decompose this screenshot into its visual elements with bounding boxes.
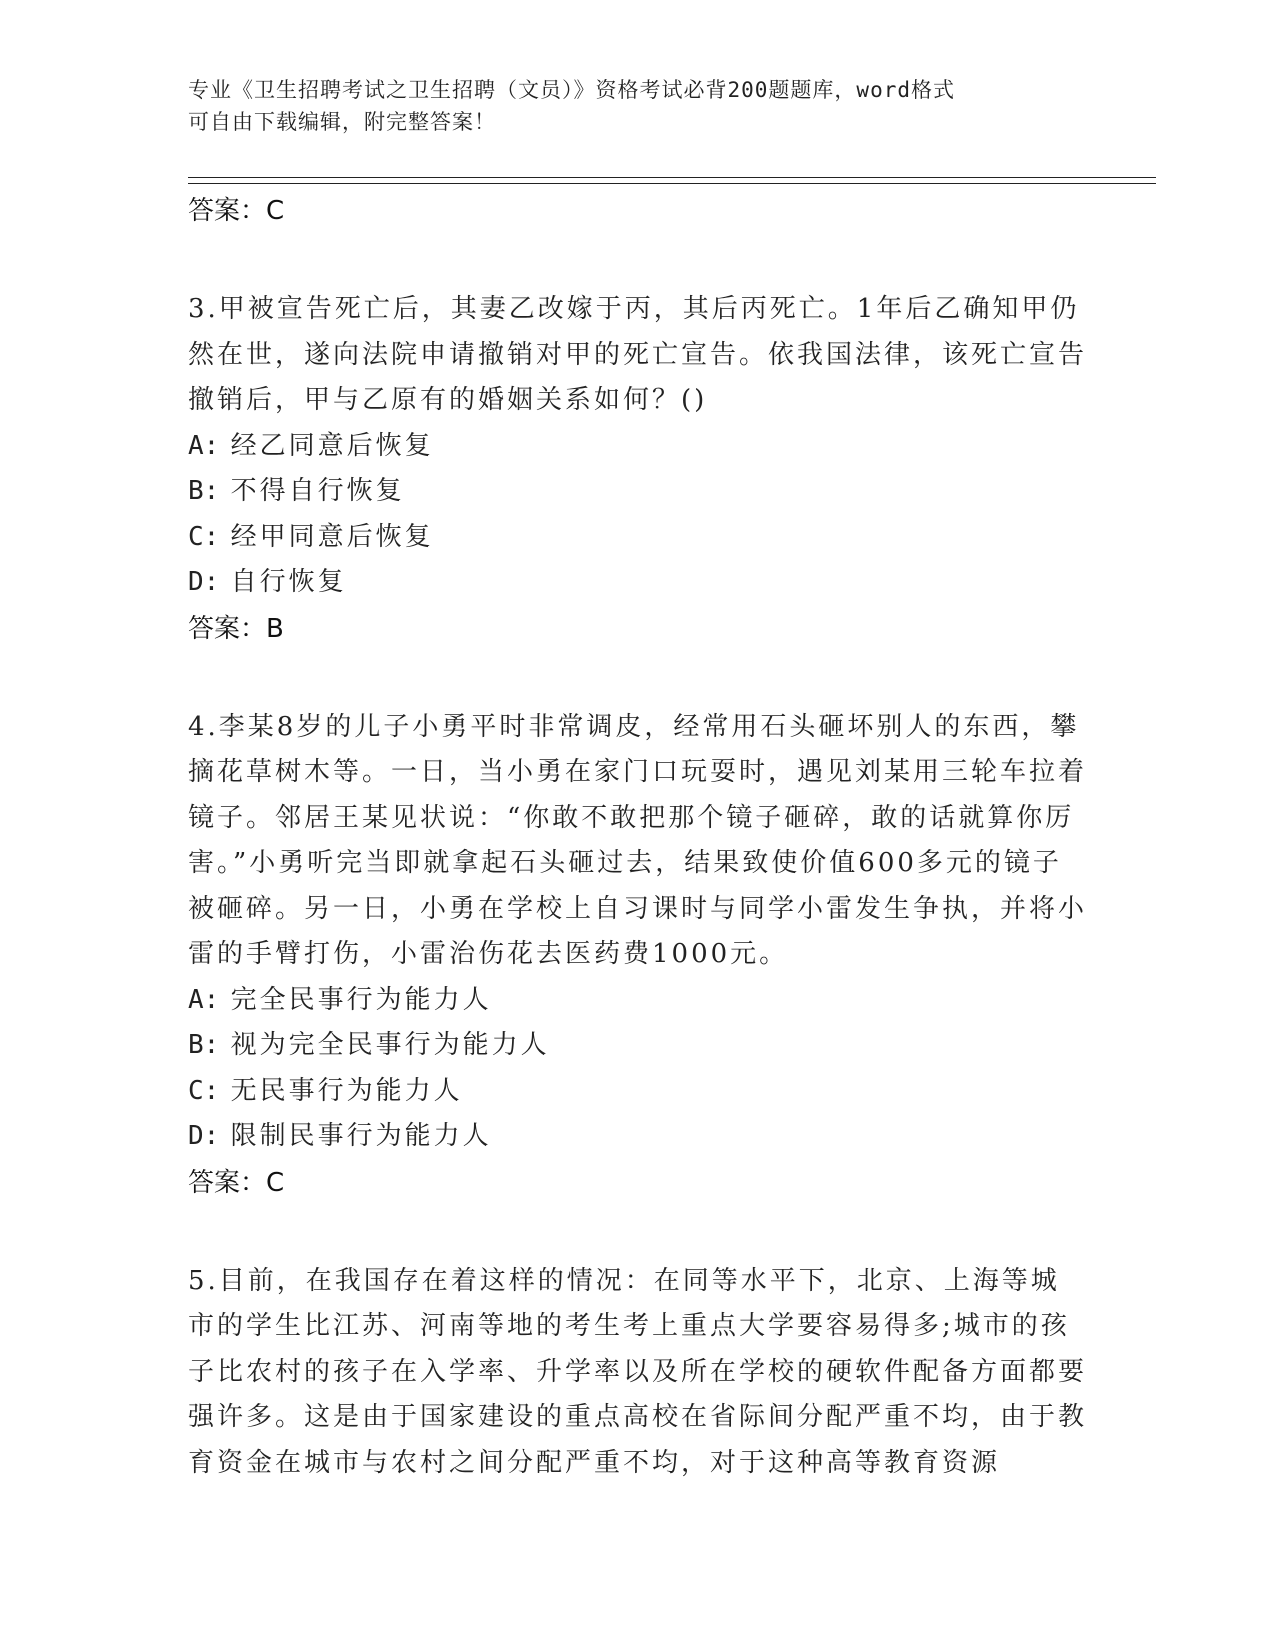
option-letter: C: <box>188 521 220 552</box>
spacer <box>188 1206 1088 1259</box>
question-stem: 4.李某8岁的儿子小勇平时非常调皮，经常用石头砸坏别人的东西，攀摘花草树木等。一日，当小勇在家门口玩耍时，遇见刘某用三轮车拉着镜子。邻居王某见状说：“你敢不敢把那个镜子砸碎，敢的话就算你厉害。”小勇听完当即就拿起石头砸过去，结果致使价值600多元的镜子被砸碎。另一日，小勇在学校上自习课时与同学小雷发生争执，并将小雷的手臂打伤，小雷治伤花去医药费1000元。 <box>188 711 1088 969</box>
option-text: 自行恢复 <box>230 567 347 597</box>
answer-prefix: 答案： <box>188 613 267 644</box>
spacer <box>188 652 1088 705</box>
option-text: 限制民事行为能力人 <box>230 1121 492 1151</box>
answer-line <box>188 606 1088 652</box>
document-body <box>188 188 1088 1486</box>
option-text: 无民事行为能力人 <box>230 1075 463 1106</box>
option-d <box>188 560 1088 606</box>
answer-prefix: 答案： <box>188 1167 267 1198</box>
header-rule-bottom <box>188 183 1156 184</box>
option-letter: A: <box>188 984 220 1015</box>
option-text: 视为完全民事行为能力人 <box>230 1030 550 1060</box>
option-text: 完全民事行为能力人 <box>230 984 492 1015</box>
option-text: 经乙同意后恢复 <box>230 430 434 461</box>
option-b <box>188 1023 1088 1069</box>
answer-line <box>188 1160 1088 1206</box>
header-rule-top <box>188 177 1156 178</box>
option-letter: C: <box>188 1075 220 1106</box>
spacer <box>188 234 1088 287</box>
header-line-1: 专业《卫生招聘考试之卫生招聘（文员）》资格考试必背200题题库，word格式 <box>188 78 955 102</box>
option-letter: A: <box>188 430 220 461</box>
option-letter: B: <box>188 1030 220 1060</box>
question-stem: 3.甲被宣告死亡后，其妻乙改嫁于丙，其后丙死亡。1年后乙确知甲仍然在世，遂向法院申请撤销对甲的死亡宣告。依我国法律，该死亡宣告撤销后，甲与乙原有的婚姻关系如何？() <box>188 294 1088 415</box>
option-a <box>188 424 1088 470</box>
question-stem: 5.目前，在我国存在着这样的情况：在同等水平下，北京、上海等城市的学生比江苏、河南等地的考生考上重点大学要容易得多;城市的孩子比农村的孩子在入学率、升学率以及所在学校的硬软件配备方面都要强许多。这是由于国家建设的重点高校在省际间分配严重不均，由于教育资金在城市与农村之间分配严重不均，对于这种高等教育资源 <box>188 1265 1088 1478</box>
option-a <box>188 978 1088 1024</box>
answer-value: C <box>266 196 285 226</box>
answer-value: C <box>266 1167 285 1198</box>
option-d <box>188 1114 1088 1160</box>
answer-prefix: 答案： <box>188 196 267 226</box>
option-c <box>188 1069 1088 1115</box>
question-5 <box>188 1259 1088 1487</box>
document-header <box>188 74 1088 138</box>
option-letter: B: <box>188 476 220 506</box>
option-text: 经甲同意后恢复 <box>230 521 434 552</box>
answer-line <box>188 188 1088 234</box>
option-c <box>188 515 1088 561</box>
option-b <box>188 469 1088 515</box>
header-line-2: 可自由下载编辑，附完整答案！ <box>188 110 496 134</box>
option-letter: D: <box>188 567 220 597</box>
option-letter: D: <box>188 1121 220 1151</box>
answer-value: B <box>266 613 284 644</box>
question-3 <box>188 287 1088 652</box>
question-4 <box>188 705 1088 1206</box>
option-text: 不得自行恢复 <box>230 476 405 506</box>
